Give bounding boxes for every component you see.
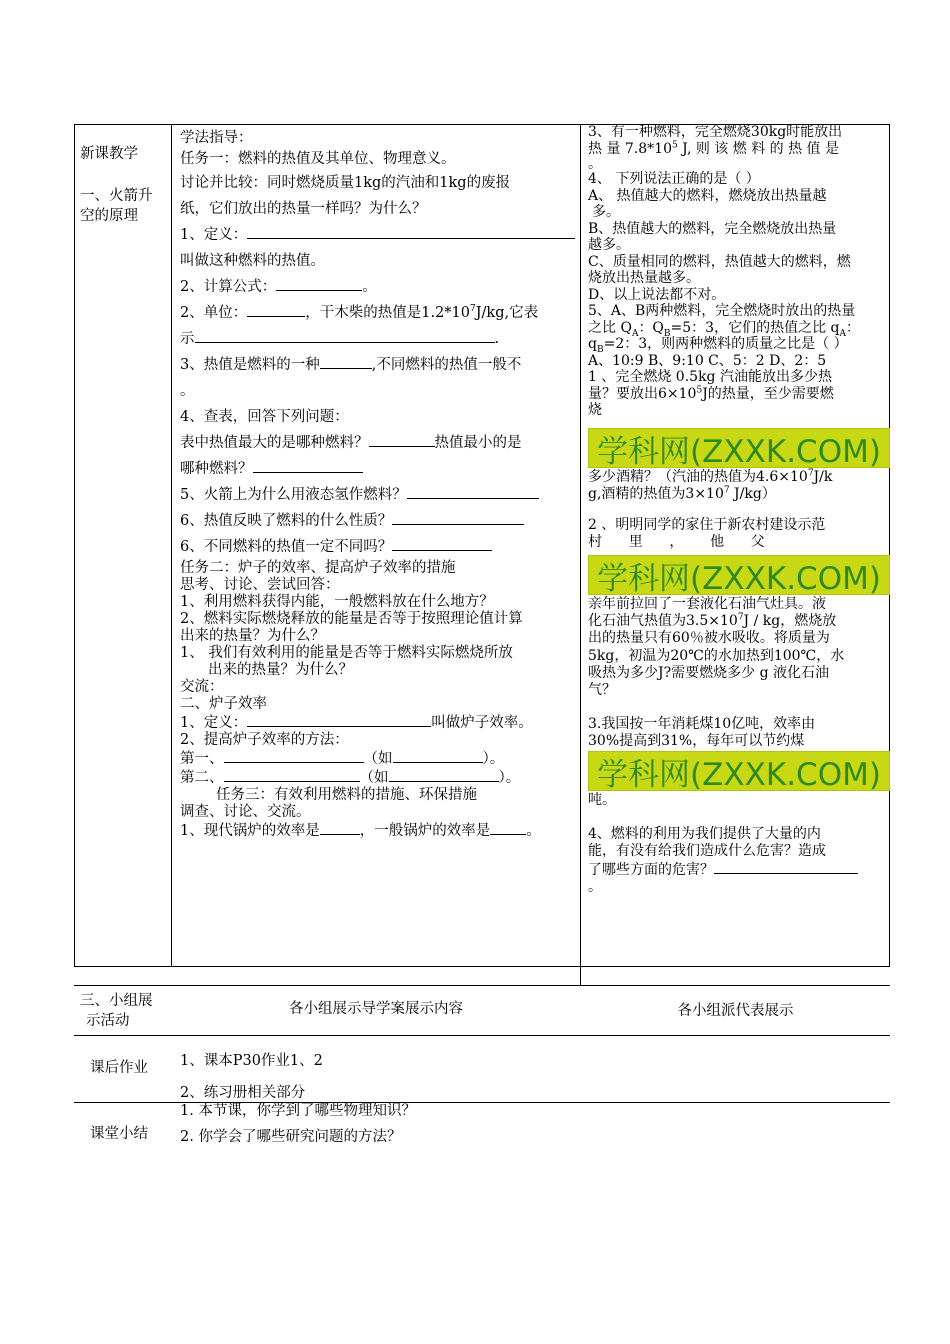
method-2-blank[interactable] bbox=[224, 768, 360, 782]
calc2-line7: 吸热为多少J?需要燃烧多少 g 液化石油 bbox=[588, 664, 829, 681]
q4-option-c: C、质量相同的燃料，热值越大的燃料，燃 bbox=[588, 253, 851, 270]
calc1-line3: 烧 bbox=[588, 402, 602, 418]
q5-ratio-e: =2：3，则两种燃料的质量之比是（ ） bbox=[603, 336, 848, 352]
label-section-1b: 空的原理 bbox=[80, 208, 138, 224]
q-harm-end: 。 bbox=[588, 879, 602, 895]
property-q-blank[interactable] bbox=[392, 509, 524, 525]
question-3a: 1、 我们有效利用的能量是否等于燃料实际燃烧所放 bbox=[180, 645, 513, 661]
method-2-example-blank[interactable] bbox=[389, 768, 499, 782]
summary-line2: 2. 你学会了哪些研究问题的方法？ bbox=[180, 1129, 402, 1145]
q5-options: A、10:9 B、9:10 C、5：2 D、2：5 bbox=[588, 352, 827, 369]
definition-label: 1、定义： bbox=[180, 227, 248, 243]
meaning-end: . bbox=[494, 331, 500, 347]
method-2-label: 第二、 bbox=[180, 770, 224, 786]
q5-ratio-d: ： bbox=[846, 319, 861, 336]
q-harm-line2: 能，有没有给我们造成什么危害？造成 bbox=[588, 843, 826, 859]
property-label: 3、热值是燃料的一种 bbox=[180, 357, 320, 373]
formula-label: 2、计算公式： bbox=[180, 279, 277, 295]
label-section-1a: 一、火箭升 bbox=[80, 188, 153, 204]
row3-label bbox=[90, 1058, 148, 1078]
task3-heading: 任务三：有效利用燃料的措施、环保措施 bbox=[216, 787, 477, 803]
exchange-label: 交流： bbox=[180, 679, 224, 695]
method-1-example-blank[interactable] bbox=[393, 749, 483, 763]
formula-blank[interactable] bbox=[276, 275, 362, 291]
summary-line1: 1. 本节课，你学到了哪些物理知识？ bbox=[180, 1103, 416, 1119]
calc1-line2b: J的热量，至少需要燃 bbox=[702, 385, 834, 402]
question-3b: 出来的热量？为什么？ bbox=[208, 662, 353, 678]
calc1-line4: 多少酒精？（汽油的热值为4.6×10 bbox=[588, 469, 808, 485]
max-fuel-blank[interactable] bbox=[369, 431, 435, 447]
watermark-banner-3: 学科网(ZXXK.COM) bbox=[588, 751, 890, 791]
right-column-4 bbox=[588, 792, 886, 896]
calc2-line5: 出的热量只有60％被水吸收。将质量为 bbox=[588, 630, 830, 647]
unit-text-end: J/kg,它表 bbox=[475, 305, 539, 321]
group-show-label-2: 示活动 bbox=[86, 1013, 130, 1029]
calc2-line1: 2 、明明同学的家住于新农村建设示范 bbox=[588, 517, 826, 533]
row-divider-2 bbox=[74, 1035, 890, 1036]
improve-methods: 2、提高炉子效率的方法： bbox=[180, 732, 349, 748]
method-2-example: （如 bbox=[359, 770, 389, 786]
label-new-lesson: 新课教学 bbox=[80, 146, 138, 162]
right-column bbox=[588, 124, 886, 419]
general-boiler-label: ，一般锅炉的效率是 bbox=[359, 823, 491, 839]
different-question: 6、不同燃料的热值一定不同吗？ bbox=[180, 539, 393, 555]
row4-label bbox=[90, 1124, 148, 1144]
q4-option-a: A、 热值越大的燃料，燃烧放出热量越 bbox=[588, 187, 827, 204]
unit-blank[interactable] bbox=[247, 301, 305, 317]
q4-stem: 4、 下列说法正确的是（ ） bbox=[588, 171, 760, 187]
modern-boiler-blank[interactable] bbox=[320, 821, 360, 835]
hydrogen-blank[interactable] bbox=[407, 483, 539, 499]
row2-mid bbox=[172, 1000, 580, 1018]
row4-content bbox=[180, 1100, 416, 1148]
unit-label: 2、单位： bbox=[180, 305, 248, 321]
group-representative: 各小组派代表展示 bbox=[677, 1003, 794, 1019]
q5-sub-b: B bbox=[663, 328, 671, 339]
calc1-line1: 1 、完全燃烧 0.5kg 汽油能放出多少热 bbox=[588, 369, 832, 385]
task1-heading: 任务一：燃料的热值及其单位、物理意义。 bbox=[180, 151, 456, 167]
q4-option-d: D、以上说法都不对。 bbox=[588, 286, 726, 303]
question-2b: 出来的热量？为什么？ bbox=[180, 628, 325, 644]
boiler-end: 。 bbox=[526, 823, 541, 839]
general-boiler-blank[interactable] bbox=[490, 821, 526, 835]
q3-line2b: J, 则 该 燃 料 的 热 值 是 bbox=[677, 140, 840, 157]
row2-label bbox=[80, 991, 168, 1031]
meaning-blank[interactable] bbox=[195, 327, 495, 343]
q4-option-a2: 多。 bbox=[592, 204, 620, 220]
method-2-end: ）。 bbox=[498, 770, 521, 786]
group-show-label-1: 三、小组展 bbox=[80, 993, 153, 1009]
min-fuel-question-2: 哪种燃料？ bbox=[180, 461, 253, 477]
col-divider-1 bbox=[171, 124, 172, 966]
discuss-line2: 纸，它们放出的热量一样吗？为什么？ bbox=[180, 201, 427, 217]
calc2-line4b: J / kg，燃烧放 bbox=[743, 613, 837, 630]
calc2-line3: 亲年前拉回了一套液化石油气灶具。液 bbox=[588, 596, 826, 612]
calc3-line3: 吨。 bbox=[588, 792, 616, 808]
max-fuel-question: 表中热值最大的是哪种燃料？ bbox=[180, 435, 369, 451]
q4-option-b2: 越多。 bbox=[588, 237, 630, 253]
q4-option-b: B、热值越大的燃料，完全燃烧放出热量 bbox=[588, 220, 837, 237]
row1-label bbox=[80, 144, 168, 226]
unit-text: ，干木柴的热值是1.2*10 bbox=[305, 305, 470, 321]
lookup-heading: 4、查表，回答下列问题： bbox=[180, 409, 349, 425]
meaning-label: 示 bbox=[180, 331, 195, 347]
col-divider-2 bbox=[580, 124, 581, 986]
row-divider-1 bbox=[74, 985, 890, 986]
property-blank[interactable] bbox=[320, 353, 372, 369]
q5-sub-c: A bbox=[839, 328, 847, 339]
hydrogen-question: 5、火箭上为什么用液态氢作燃料？ bbox=[180, 487, 407, 503]
property-text: ,不同燃料的热值一般不 bbox=[371, 357, 522, 373]
calc3-line1: 3.我国按一年消耗煤10亿吨，效率由 bbox=[588, 716, 816, 733]
guide-heading: 学法指导： bbox=[180, 130, 253, 146]
min-fuel-question: 热值最小的是 bbox=[434, 435, 522, 451]
middle-column bbox=[180, 128, 576, 841]
calc2-line6: 5kg，初温为20℃的水加热到100℃，水 bbox=[588, 647, 845, 664]
question-1: 1、利用燃料获得内能，一般燃料放在什么地方？ bbox=[180, 594, 494, 610]
q3-end: 。 bbox=[588, 156, 602, 172]
calc1-line4b: J/k bbox=[813, 469, 833, 485]
efficiency-def-tail: 叫做炉子效率。 bbox=[431, 715, 533, 731]
calc2-line8: 气？ bbox=[588, 682, 616, 699]
property-end: 。 bbox=[180, 383, 195, 399]
method-1-example: （如 bbox=[363, 751, 393, 767]
right-column-2 bbox=[588, 469, 886, 551]
q5-q: q bbox=[588, 336, 597, 352]
calc2-exp: 7 bbox=[737, 612, 744, 623]
calc1-exp2: 7 bbox=[807, 468, 814, 479]
calc1-exponent: 5 bbox=[696, 384, 703, 395]
definition-tail: 叫做这种燃料的热值。 bbox=[180, 253, 325, 269]
method-1-blank[interactable] bbox=[224, 749, 364, 763]
row3-content bbox=[180, 1050, 323, 1104]
efficiency-def-label: 1、定义： bbox=[180, 715, 248, 731]
q5-ratio-b: ：Q bbox=[638, 319, 664, 336]
property-question: 6、热值反映了燃料的什么性质？ bbox=[180, 513, 393, 529]
question-2a: 2、燃料实际燃烧释放的能量是否等于按照理论值计算 bbox=[180, 611, 523, 627]
calc2-line2: 村 里 ， 他 父 bbox=[588, 534, 765, 550]
formula-end: 。 bbox=[362, 279, 377, 295]
calc1-exp3: 7 bbox=[723, 485, 730, 496]
task2-heading: 任务二：炉子的效率、提高炉子效率的措施 bbox=[180, 560, 456, 576]
different-blank[interactable] bbox=[392, 535, 492, 551]
q3-line1: 3、有一种燃料，完全燃烧30kg时能放出 bbox=[588, 124, 843, 140]
calc1-line2: 量？要放出6×10 bbox=[588, 385, 697, 402]
homework-line1: 1、课本P30作业1、2 bbox=[180, 1053, 323, 1069]
efficiency-def-blank[interactable] bbox=[247, 713, 431, 727]
homework-line2: 2、练习册相关部分 bbox=[180, 1085, 306, 1101]
q4-option-c2: 烧放出热量越多。 bbox=[588, 270, 700, 286]
calc1-line5: g,酒精的热值为3×10 bbox=[588, 486, 724, 502]
q5-line1: 5、A、B两种燃料，完全燃烧时放出的热量 bbox=[588, 303, 856, 319]
calc1-line5b: J/kg） bbox=[729, 486, 776, 502]
method-1-label: 第一、 bbox=[180, 751, 224, 767]
watermark-banner-1: 学科网(ZXXK.COM) bbox=[588, 428, 890, 468]
boiler-efficiency-label: 1、现代锅炉的效率是 bbox=[180, 823, 320, 839]
harm-blank[interactable] bbox=[714, 860, 858, 874]
homework-label: 课后作业 bbox=[90, 1060, 148, 1076]
summary-label: 课堂小结 bbox=[90, 1126, 148, 1142]
definition-blank[interactable] bbox=[247, 223, 575, 239]
watermark-banner-2: 学科网(ZXXK.COM) bbox=[588, 555, 890, 595]
q3-exponent: 5 bbox=[671, 139, 678, 150]
q-harm-line1: 4、燃料的利用为我们提供了大量的内 bbox=[588, 826, 821, 842]
unit-exponent: 7 bbox=[470, 304, 476, 315]
discuss-line1: 讨论并比较：同时燃烧质量1kg的汽油和1kg的废报 bbox=[180, 175, 511, 191]
right-column-3 bbox=[588, 596, 886, 751]
group-show-content: 各小组展示导学案展示内容 bbox=[289, 1001, 463, 1017]
q5-ratio-c: =5：3，它们的热值之比 q bbox=[670, 319, 840, 336]
q-harm-line3: 了哪些方面的危害？ bbox=[588, 862, 714, 878]
method-1-end: ）。 bbox=[482, 751, 505, 767]
q5-sub-d: B bbox=[596, 344, 604, 355]
think-heading: 思考、讨论、尝试回答： bbox=[180, 577, 340, 593]
q5-ratio-a: 之比 Q bbox=[588, 319, 632, 336]
furnace-efficiency-heading: 二、炉子效率 bbox=[180, 696, 267, 712]
survey-heading: 调查、讨论、交流。 bbox=[180, 804, 311, 820]
calc3-line2: 30%提高到31%，每年可以节约煤 bbox=[588, 733, 805, 750]
q5-sub-a: A bbox=[631, 328, 639, 339]
q3-line2: 热 量 7.8*10 bbox=[588, 140, 672, 157]
calc2-line4: 化石油气热值为3.5×10 bbox=[588, 613, 738, 630]
row2-right bbox=[581, 1002, 890, 1020]
min-fuel-blank[interactable] bbox=[253, 457, 363, 473]
